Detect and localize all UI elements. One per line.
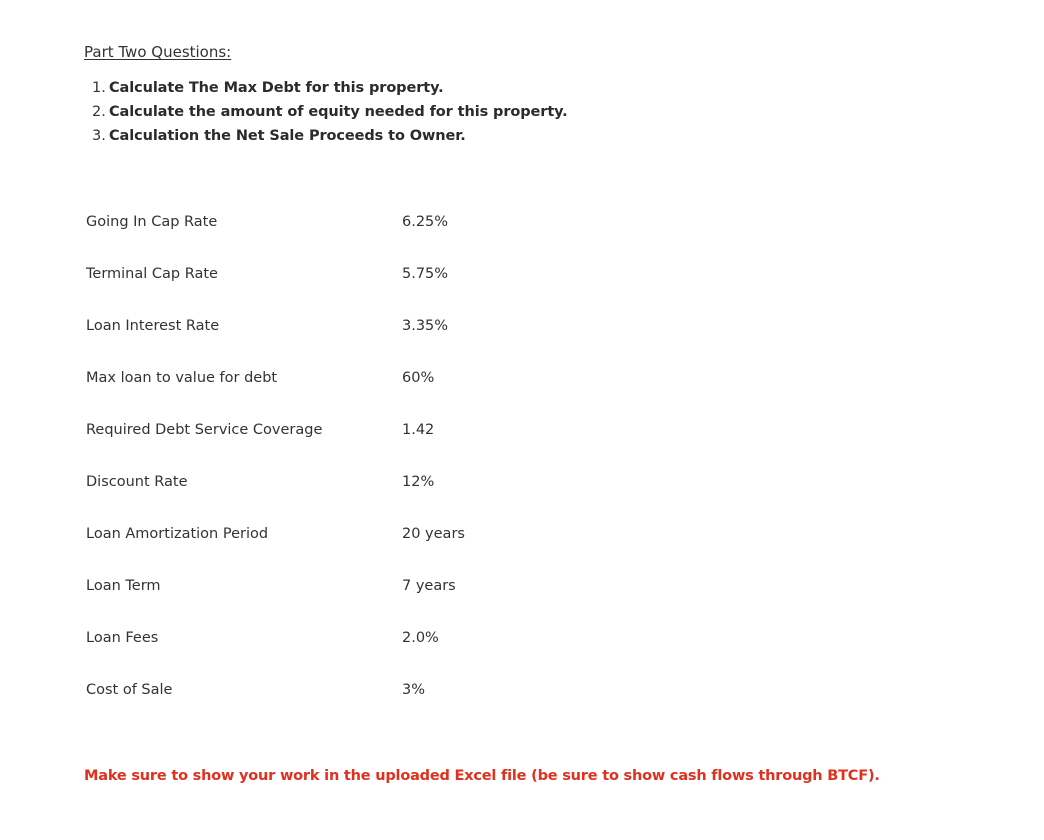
question-list xyxy=(92,79,568,151)
question-number: 1. xyxy=(92,80,106,96)
assumption-value: 1.42 xyxy=(402,422,435,438)
assumption-value: 3.35% xyxy=(402,318,449,334)
assumption-value: 6.25% xyxy=(402,214,449,230)
assumption-label: Max loan to value for debt xyxy=(86,370,278,386)
assumption-value: 20 years xyxy=(402,526,465,542)
instruction-note: Make sure to show your work in the uploaded Excel file (be sure to show cash flows through BTCF). xyxy=(84,768,880,784)
assumption-label: Loan Fees xyxy=(86,630,159,646)
question-number: 3. xyxy=(92,128,106,144)
question-item xyxy=(92,103,568,127)
assumption-value: 2.0% xyxy=(402,630,439,646)
assumption-value: 3% xyxy=(402,682,426,698)
assumption-label: Cost of Sale xyxy=(86,682,173,698)
assumption-label: Loan Amortization Period xyxy=(86,526,269,542)
question-text: Calculation the Net Sale Proceeds to Owner. xyxy=(109,128,466,144)
question-text: Calculate The Max Debt for this property. xyxy=(109,80,444,96)
assumption-value: 5.75% xyxy=(402,266,449,282)
question-number: 2. xyxy=(92,104,106,120)
assumption-label: Terminal Cap Rate xyxy=(86,266,218,282)
question-item xyxy=(92,127,568,151)
assumption-label: Required Debt Service Coverage xyxy=(86,422,323,438)
assumption-label: Loan Interest Rate xyxy=(86,318,220,334)
assumption-value: 12% xyxy=(402,474,435,490)
assumption-label: Discount Rate xyxy=(86,474,188,490)
assumption-label: Going In Cap Rate xyxy=(86,214,218,230)
assumption-value: 7 years xyxy=(402,578,456,594)
section-heading: Part Two Questions: xyxy=(84,43,232,61)
question-text: Calculate the amount of equity needed for this property. xyxy=(109,104,568,120)
assumption-label: Loan Term xyxy=(86,578,161,594)
question-item xyxy=(92,79,568,103)
assumption-value: 60% xyxy=(402,370,435,386)
